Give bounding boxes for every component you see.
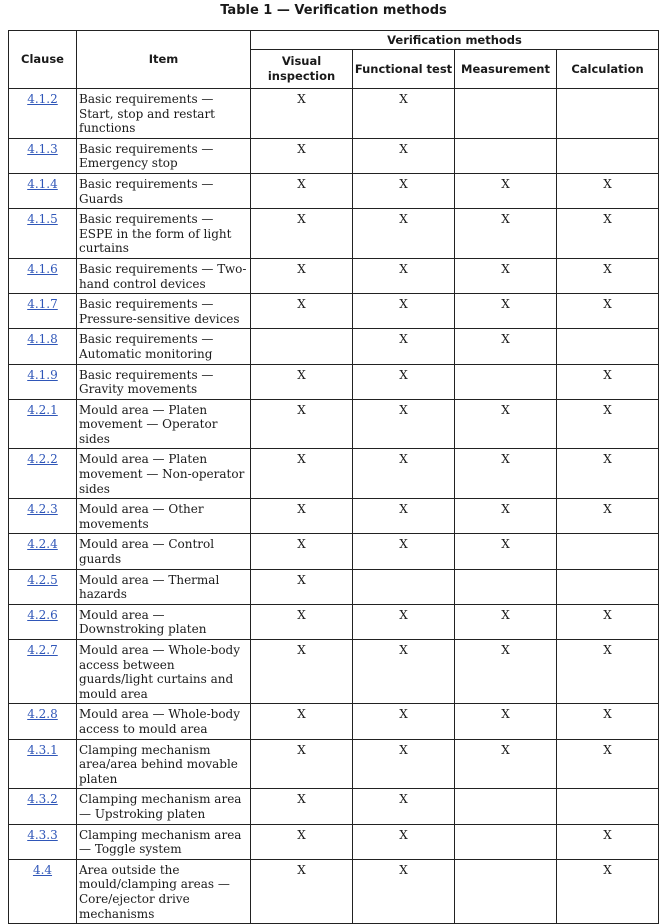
table-row bbox=[9, 364, 659, 399]
measurement-cell: X bbox=[455, 294, 557, 329]
visual-inspection-cell: X bbox=[251, 604, 353, 639]
visual-inspection-cell bbox=[251, 329, 353, 364]
measurement-cell: X bbox=[455, 173, 557, 208]
item-cell: Mould area — Thermal hazards bbox=[77, 569, 251, 604]
functional-test-cell: X bbox=[353, 138, 455, 173]
clause-cell bbox=[9, 294, 77, 329]
clause-link[interactable]: 4.3.1 bbox=[27, 742, 58, 757]
functional-test-cell: X bbox=[353, 604, 455, 639]
visual-inspection-cell: X bbox=[251, 209, 353, 259]
measurement-cell bbox=[455, 569, 557, 604]
functional-test-cell: X bbox=[353, 294, 455, 329]
clause-cell bbox=[9, 399, 77, 449]
visual-inspection-cell: X bbox=[251, 739, 353, 789]
clause-cell bbox=[9, 209, 77, 259]
functional-test-cell: X bbox=[353, 399, 455, 449]
visual-inspection-cell: X bbox=[251, 364, 353, 399]
item-cell: Basic requirements — Guards bbox=[77, 173, 251, 208]
calculation-cell bbox=[557, 789, 659, 824]
clause-link[interactable]: 4.2.6 bbox=[27, 607, 58, 622]
item-cell: Mould area — Platen movement — Non-operator sides bbox=[77, 449, 251, 499]
measurement-cell: X bbox=[455, 499, 557, 534]
table-row bbox=[9, 640, 659, 704]
verification-table bbox=[8, 30, 659, 924]
item-cell: Area outside the mould/clamping areas — Core/ejector drive mechanisms bbox=[77, 859, 251, 923]
item-cell: Basic requirements — Pressure-sensitive devices bbox=[77, 294, 251, 329]
measurement-cell bbox=[455, 89, 557, 139]
visual-inspection-cell: X bbox=[251, 173, 353, 208]
clause-cell bbox=[9, 739, 77, 789]
item-cell: Clamping mechanism area/area behind movable platen bbox=[77, 739, 251, 789]
table-title: Table 1 — Verification methods bbox=[220, 3, 447, 18]
visual-inspection-cell: X bbox=[251, 859, 353, 923]
visual-inspection-cell: X bbox=[251, 89, 353, 139]
clause-link[interactable]: 4.1.9 bbox=[27, 367, 58, 382]
clause-cell bbox=[9, 569, 77, 604]
measurement-cell: X bbox=[455, 399, 557, 449]
item-cell: Basic requirements — ESPE in the form of light curtains bbox=[77, 209, 251, 259]
visual-inspection-cell: X bbox=[251, 640, 353, 704]
clause-header: Clause bbox=[9, 31, 77, 89]
functional-test-cell: X bbox=[353, 640, 455, 704]
visual-inspection-cell: X bbox=[251, 789, 353, 824]
item-cell: Mould area — Other movements bbox=[77, 499, 251, 534]
functional-test-cell: X bbox=[353, 704, 455, 739]
calculation-cell: X bbox=[557, 209, 659, 259]
clause-cell bbox=[9, 604, 77, 639]
clause-cell bbox=[9, 449, 77, 499]
functional-test-cell: X bbox=[353, 173, 455, 208]
functional-test-cell: X bbox=[353, 859, 455, 923]
table-row bbox=[9, 173, 659, 208]
table-row bbox=[9, 569, 659, 604]
clause-link[interactable]: 4.2.2 bbox=[27, 452, 58, 467]
visual-inspection-cell: X bbox=[251, 138, 353, 173]
clause-cell bbox=[9, 499, 77, 534]
measurement-cell bbox=[455, 859, 557, 923]
item-cell: Mould area — Downstroking platen bbox=[77, 604, 251, 639]
clause-link[interactable]: 4.1.5 bbox=[27, 212, 58, 227]
table-row bbox=[9, 399, 659, 449]
functional-test-cell: X bbox=[353, 789, 455, 824]
clause-cell bbox=[9, 789, 77, 824]
clause-cell bbox=[9, 859, 77, 923]
functional-test-cell: X bbox=[353, 824, 455, 859]
item-cell: Mould area — Control guards bbox=[77, 534, 251, 569]
functional-test-cell: X bbox=[353, 364, 455, 399]
calculation-cell: X bbox=[557, 364, 659, 399]
clause-cell bbox=[9, 329, 77, 364]
clause-link[interactable]: 4.2.8 bbox=[27, 707, 58, 722]
calculation-cell bbox=[557, 534, 659, 569]
calculation-cell: X bbox=[557, 739, 659, 789]
visual-inspection-header: Visual inspection bbox=[251, 50, 353, 89]
table-row bbox=[9, 789, 659, 824]
item-cell: Basic requirements — Two-hand control devices bbox=[77, 258, 251, 293]
clause-cell bbox=[9, 534, 77, 569]
functional-test-cell bbox=[353, 569, 455, 604]
table-row bbox=[9, 604, 659, 639]
clause-link[interactable]: 4.4 bbox=[32, 862, 53, 877]
visual-inspection-cell: X bbox=[251, 569, 353, 604]
item-cell: Basic requirements — Automatic monitoring bbox=[77, 329, 251, 364]
item-cell: Basic requirements — Gravity movements bbox=[77, 364, 251, 399]
calculation-header: Calculation bbox=[557, 50, 659, 89]
clause-link[interactable]: 4.1.4 bbox=[27, 176, 58, 191]
clause-cell bbox=[9, 704, 77, 739]
calculation-cell bbox=[557, 89, 659, 139]
clause-link[interactable]: 4.2.4 bbox=[27, 537, 58, 552]
clause-cell bbox=[9, 89, 77, 139]
table-row bbox=[9, 534, 659, 569]
calculation-cell bbox=[557, 138, 659, 173]
functional-test-cell: X bbox=[353, 209, 455, 259]
table-row bbox=[9, 138, 659, 173]
measurement-cell: X bbox=[455, 739, 557, 789]
calculation-cell: X bbox=[557, 604, 659, 639]
measurement-cell: X bbox=[455, 258, 557, 293]
visual-inspection-cell: X bbox=[251, 294, 353, 329]
visual-inspection-cell: X bbox=[251, 258, 353, 293]
calculation-cell: X bbox=[557, 399, 659, 449]
functional-test-cell: X bbox=[353, 739, 455, 789]
calculation-cell: X bbox=[557, 258, 659, 293]
table-row bbox=[9, 89, 659, 139]
item-cell: Clamping mechanism area — Toggle system bbox=[77, 824, 251, 859]
measurement-cell: X bbox=[455, 329, 557, 364]
functional-test-cell: X bbox=[353, 449, 455, 499]
clause-link[interactable]: 4.1.2 bbox=[27, 92, 58, 106]
clause-link[interactable]: 4.1.7 bbox=[27, 297, 58, 312]
calculation-cell: X bbox=[557, 704, 659, 739]
clause-link[interactable]: 4.3.3 bbox=[27, 827, 58, 842]
measurement-cell: X bbox=[455, 640, 557, 704]
clause-link[interactable]: 4.1.8 bbox=[27, 332, 58, 347]
item-cell: Mould area — Whole-body access to mould area bbox=[77, 704, 251, 739]
table-row bbox=[9, 329, 659, 364]
clause-cell bbox=[9, 173, 77, 208]
item-cell: Mould area — Whole-body access between guards/light curtains and mould area bbox=[77, 640, 251, 704]
measurement-cell: X bbox=[455, 534, 557, 569]
functional-test-cell: X bbox=[353, 258, 455, 293]
measurement-cell: X bbox=[455, 604, 557, 639]
clause-cell bbox=[9, 258, 77, 293]
table-row bbox=[9, 209, 659, 259]
table-row bbox=[9, 739, 659, 789]
item-cell: Clamping mechanism area — Upstroking platen bbox=[77, 789, 251, 824]
table-row bbox=[9, 294, 659, 329]
clause-cell bbox=[9, 364, 77, 399]
visual-inspection-cell: X bbox=[251, 534, 353, 569]
measurement-cell: X bbox=[455, 449, 557, 499]
measurement-cell: X bbox=[455, 704, 557, 739]
table-row bbox=[9, 499, 659, 534]
measurement-cell bbox=[455, 138, 557, 173]
clause-cell bbox=[9, 640, 77, 704]
measurement-cell bbox=[455, 364, 557, 399]
calculation-cell: X bbox=[557, 294, 659, 329]
visual-inspection-cell: X bbox=[251, 399, 353, 449]
calculation-cell: X bbox=[557, 499, 659, 534]
calculation-cell: X bbox=[557, 640, 659, 704]
clause-cell bbox=[9, 138, 77, 173]
clause-link[interactable]: 4.2.3 bbox=[27, 502, 58, 517]
item-cell: Basic requirements — Start, stop and restart functions bbox=[77, 89, 251, 139]
verification-methods-header: Verification methods bbox=[251, 31, 659, 50]
clause-cell bbox=[9, 824, 77, 859]
table-row bbox=[9, 258, 659, 293]
clause-link[interactable]: 4.2.7 bbox=[27, 643, 58, 657]
visual-inspection-cell: X bbox=[251, 824, 353, 859]
calculation-cell bbox=[557, 569, 659, 604]
calculation-cell: X bbox=[557, 824, 659, 859]
measurement-cell bbox=[455, 824, 557, 859]
table-row bbox=[9, 449, 659, 499]
functional-test-cell: X bbox=[353, 499, 455, 534]
functional-test-header: Functional test bbox=[353, 50, 455, 89]
visual-inspection-cell: X bbox=[251, 499, 353, 534]
clause-link[interactable]: 4.2.5 bbox=[27, 572, 58, 587]
visual-inspection-cell: X bbox=[251, 704, 353, 739]
calculation-cell: X bbox=[557, 859, 659, 923]
item-cell: Basic requirements — Emergency stop bbox=[77, 138, 251, 173]
calculation-cell bbox=[557, 329, 659, 364]
clause-link[interactable]: 4.2.1 bbox=[27, 402, 58, 417]
table-row bbox=[9, 824, 659, 859]
calculation-cell: X bbox=[557, 449, 659, 499]
functional-test-cell: X bbox=[353, 329, 455, 364]
item-header: Item bbox=[77, 31, 251, 89]
clause-link[interactable]: 4.1.3 bbox=[27, 141, 58, 156]
visual-inspection-cell: X bbox=[251, 449, 353, 499]
functional-test-cell: X bbox=[353, 534, 455, 569]
table-row bbox=[9, 704, 659, 739]
measurement-cell: X bbox=[455, 209, 557, 259]
clause-link[interactable]: 4.1.6 bbox=[27, 261, 58, 276]
calculation-cell: X bbox=[557, 173, 659, 208]
functional-test-cell: X bbox=[353, 89, 455, 139]
measurement-header: Measurement bbox=[455, 50, 557, 89]
item-cell: Mould area — Platen movement — Operator sides bbox=[77, 399, 251, 449]
measurement-cell bbox=[455, 789, 557, 824]
table-row bbox=[9, 859, 659, 923]
clause-link[interactable]: 4.3.2 bbox=[27, 792, 58, 807]
